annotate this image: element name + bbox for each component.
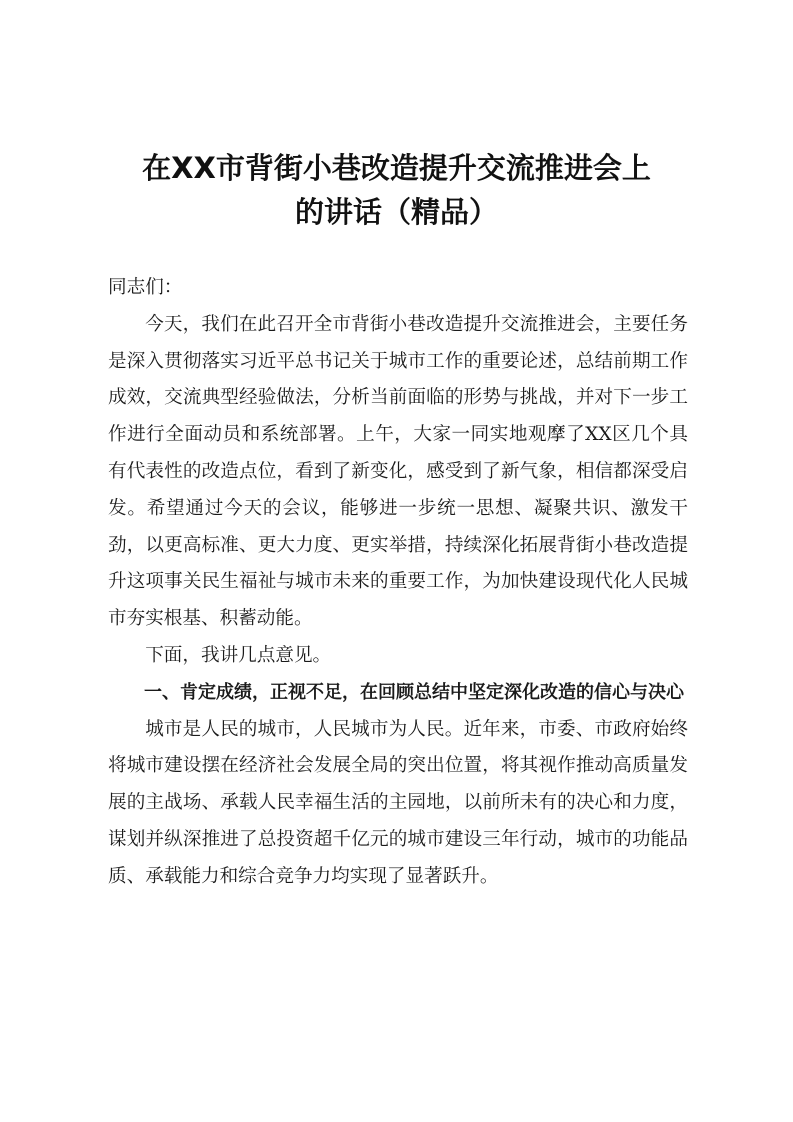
section-heading-1: 一、肯定成绩，正视不足，在回顾总结中坚定深化改造的信心与决心 bbox=[144, 681, 684, 703]
document-title bbox=[100, 146, 693, 234]
salutation: 同志们： bbox=[108, 277, 183, 298]
document-body bbox=[108, 270, 688, 896]
paragraph-opening: 今天，我们在此召开全市背街小巷改造提升交流推进会，主要任务是深入贯彻落实习近平总书记关于城市工作的重要论述，总结前期工作成效，交流典型经验做法，分析当前面临的形势与挑战，并对下一步工作进行全面动员和系统部署。上午，大家一同实地观摩了XX区几个具有代表性的改造点位，看到了新变化，感受到了新气象，相信都深受启发。希望通过今天的会议，能够进一步统一思想、凝聚共识、激发干劲，以更高标准、更大力度、更实举措，持续深化拓展背街小巷改造提升这项事关民生福祉与城市未来的重要工作，为加快建设现代化人民城市夯实根基、积蓄动能。 bbox=[108, 313, 688, 630]
section-1-paragraph: 城市是人民的城市，人民城市为人民。近年来，市委、市政府始终将城市建设摆在经济社会发展全局的突出位置，将其视作推动高质量发展的主战场、承载人民幸福生活的主园地，以前所未有的决心和力度，谋划并纵深推进了总投资超千亿元的城市建设三年行动，城市的功能品质、承载能力和综合竞争力均实现了显著跃升。 bbox=[108, 718, 688, 887]
title-line-2: 的讲话（精品） bbox=[294, 195, 498, 229]
paragraph-intro-points: 下面，我讲几点意见。 bbox=[145, 644, 332, 666]
title-line-1: 在XX市背街小巷改造提升交流推进会上 bbox=[142, 151, 651, 185]
